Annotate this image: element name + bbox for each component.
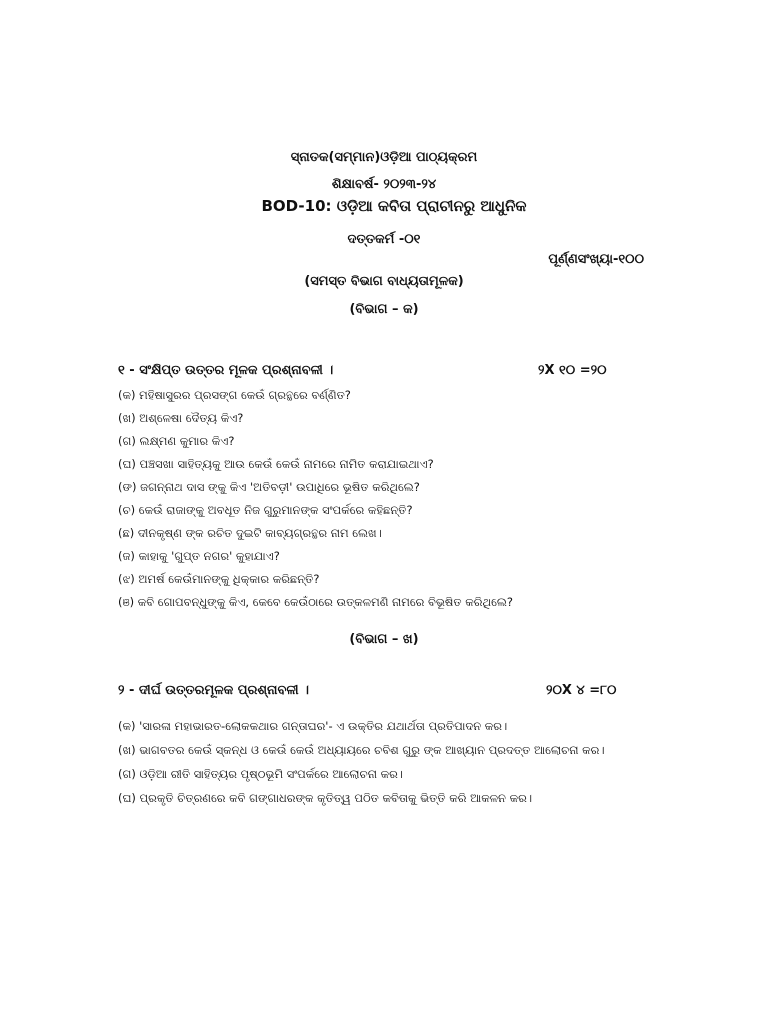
question-item: (ଚ) କେଉଁ ରାଜାଙ୍କୁ ଅବଧୂତ ନିଜ ଗୁରୁମାନଙ୍କ ସଂପର୍କରେ କହିଛନ୍ତି? [118,503,413,517]
section-b-heading: ୨ - ଦୀର୍ଘ ଉତ୍ତରମୂଳକ ପ୍ରଶ୍ନାବଳୀ । [118,683,309,698]
question-item: (ଗ) ଲକ୍ଷ୍ମଣ କୁମାର କିଏ? [118,434,235,448]
section-a-marks: ୨X ୧୦ =୨୦ [538,363,607,378]
question-item: (କ) 'ସାରଳା ମହାଭାରତ-ଲୋକକଥାର ଗନ୍ତାଘର'- ଏ ଉକ୍ତିର ଯଥାର୍ଥତା ପ୍ରତିପାଦନ କର। [118,719,508,733]
question-item: (ଖ) ଅଶ୍ଳେଷା ଦୈତ୍ୟ କିଏ? [118,411,244,425]
question-item: (ଝ) ଅମର୍ଷ କେଉଁମାନଙ୍କୁ ଧିକ୍କାର କରିଛନ୍ତି? [118,572,320,586]
question-item: (ଖ) ଭାଗବତର କେଉଁ ସ୍କନ୍ଧ ଓ କେଉଁ କେଉଁ ଅଧ୍ୟାୟରେ ଚବିଶ ଗୁରୁ ଙ୍କ ଆଖ୍ୟାନ ପ୍ରଦତ୍ତ ଆଲୋଚନା କର। [118,743,605,757]
course-title: ସ୍ନାତକ(ସମ୍ମାନ)ଓଡ଼ିଆ ପାଠ୍ୟକ୍ରମ [290,150,478,165]
compulsory-note: (ସମସ୍ତ ବିଭାଗ ବାଧ୍ୟତାମୂଳକ) [304,274,464,289]
section-a-questions [118,384,513,614]
total-marks: ପୂର୍ଣ୍ଣସଂଖ୍ୟା-୧୦୦ [548,252,644,267]
section-a-title: (ବିଭାଗ – କ) [349,302,419,317]
question-item: (ଘ) ପ୍ରକୃତି ଚିତ୍ରଣରେ କବି ଗଙ୍ଗାଧରଙ୍କ କୃତିତ୍ୱ ପଠିତ କବିତାକୁ ଭିତ୍ତି କରି ଆକଳନ କର। [118,791,532,805]
question-item: (ଙ) ଜଗନ୍ନାଥ ଦାସ ଙ୍କୁ କିଏ 'ଅତିବଡ଼ୀ' ଉପାଧିରେ ଭୂଷିତ କରିଥିଲେ? [118,480,420,494]
paper-title: BOD-10: ଓଡ଼ିଆ କବିତା ପ୍ରାଚୀନରୁ ଆଧୁନିକ [261,197,527,215]
question-item: (ଞ) କବି ଗୋପବନ୍ଧୁଙ୍କୁ କିଏ, କେବେ କେଉଁଠାରେ ଉତ୍କଳମଣି ନାମରେ ବିଭୂଷିତ କରିଥିଲେ? [118,595,513,609]
section-b-marks: ୨୦X ୪ =୮୦ [546,683,617,698]
question-item: (ଘ) ପଞ୍ଚସଖା ସାହିତ୍ୟକୁ ଆଉ କେଉଁ କେଉଁ ନାମରେ ନାମିତ କରାଯାଇଥାଏ? [118,457,434,471]
question-item: (କ) ମହିଷାସୁରର ପ୍ରସଙ୍ଗ କେଉଁ ଗ୍ରନ୍ଥରେ ବର୍ଣ୍ଣିତ? [118,388,351,402]
section-a-heading: ୧ - ସଂକ୍ଷିପ୍ତ ଉତ୍ତର ମୂଳକ ପ୍ରଶ୍ନାବଳୀ । [118,363,334,378]
question-item: (ଜ) କାହାକୁ 'ଗୁପ୍ତ ନଗର' କୁହାଯାଏ? [118,549,280,563]
question-item: (ଗ) ଓଡ଼ିଆ ରୀତି ସାହିତ୍ୟର ପୃଷ୍ଠଭୂମି ସଂପର୍କରେ ଆଲୋଚନା କର। [118,767,403,781]
section-b-title: (ବିଭାଗ – ଖ) [349,632,419,647]
section-b-questions [118,714,605,810]
academic-year: ଶିକ୍ଷାବର୍ଷ- ୨୦୨୩-୨୪ [331,177,437,192]
question-item: (ଛ) ଦୀନକୃଷ୍ଣ ଙ୍କ ରଚିତ ଦୁଇଟି କାବ୍ୟଗ୍ରନ୍ଥର ନାମ ଲେଖ। [118,526,382,540]
assignment-number: ଦତ୍ତକର୍ମ -୦୧ [347,232,421,247]
